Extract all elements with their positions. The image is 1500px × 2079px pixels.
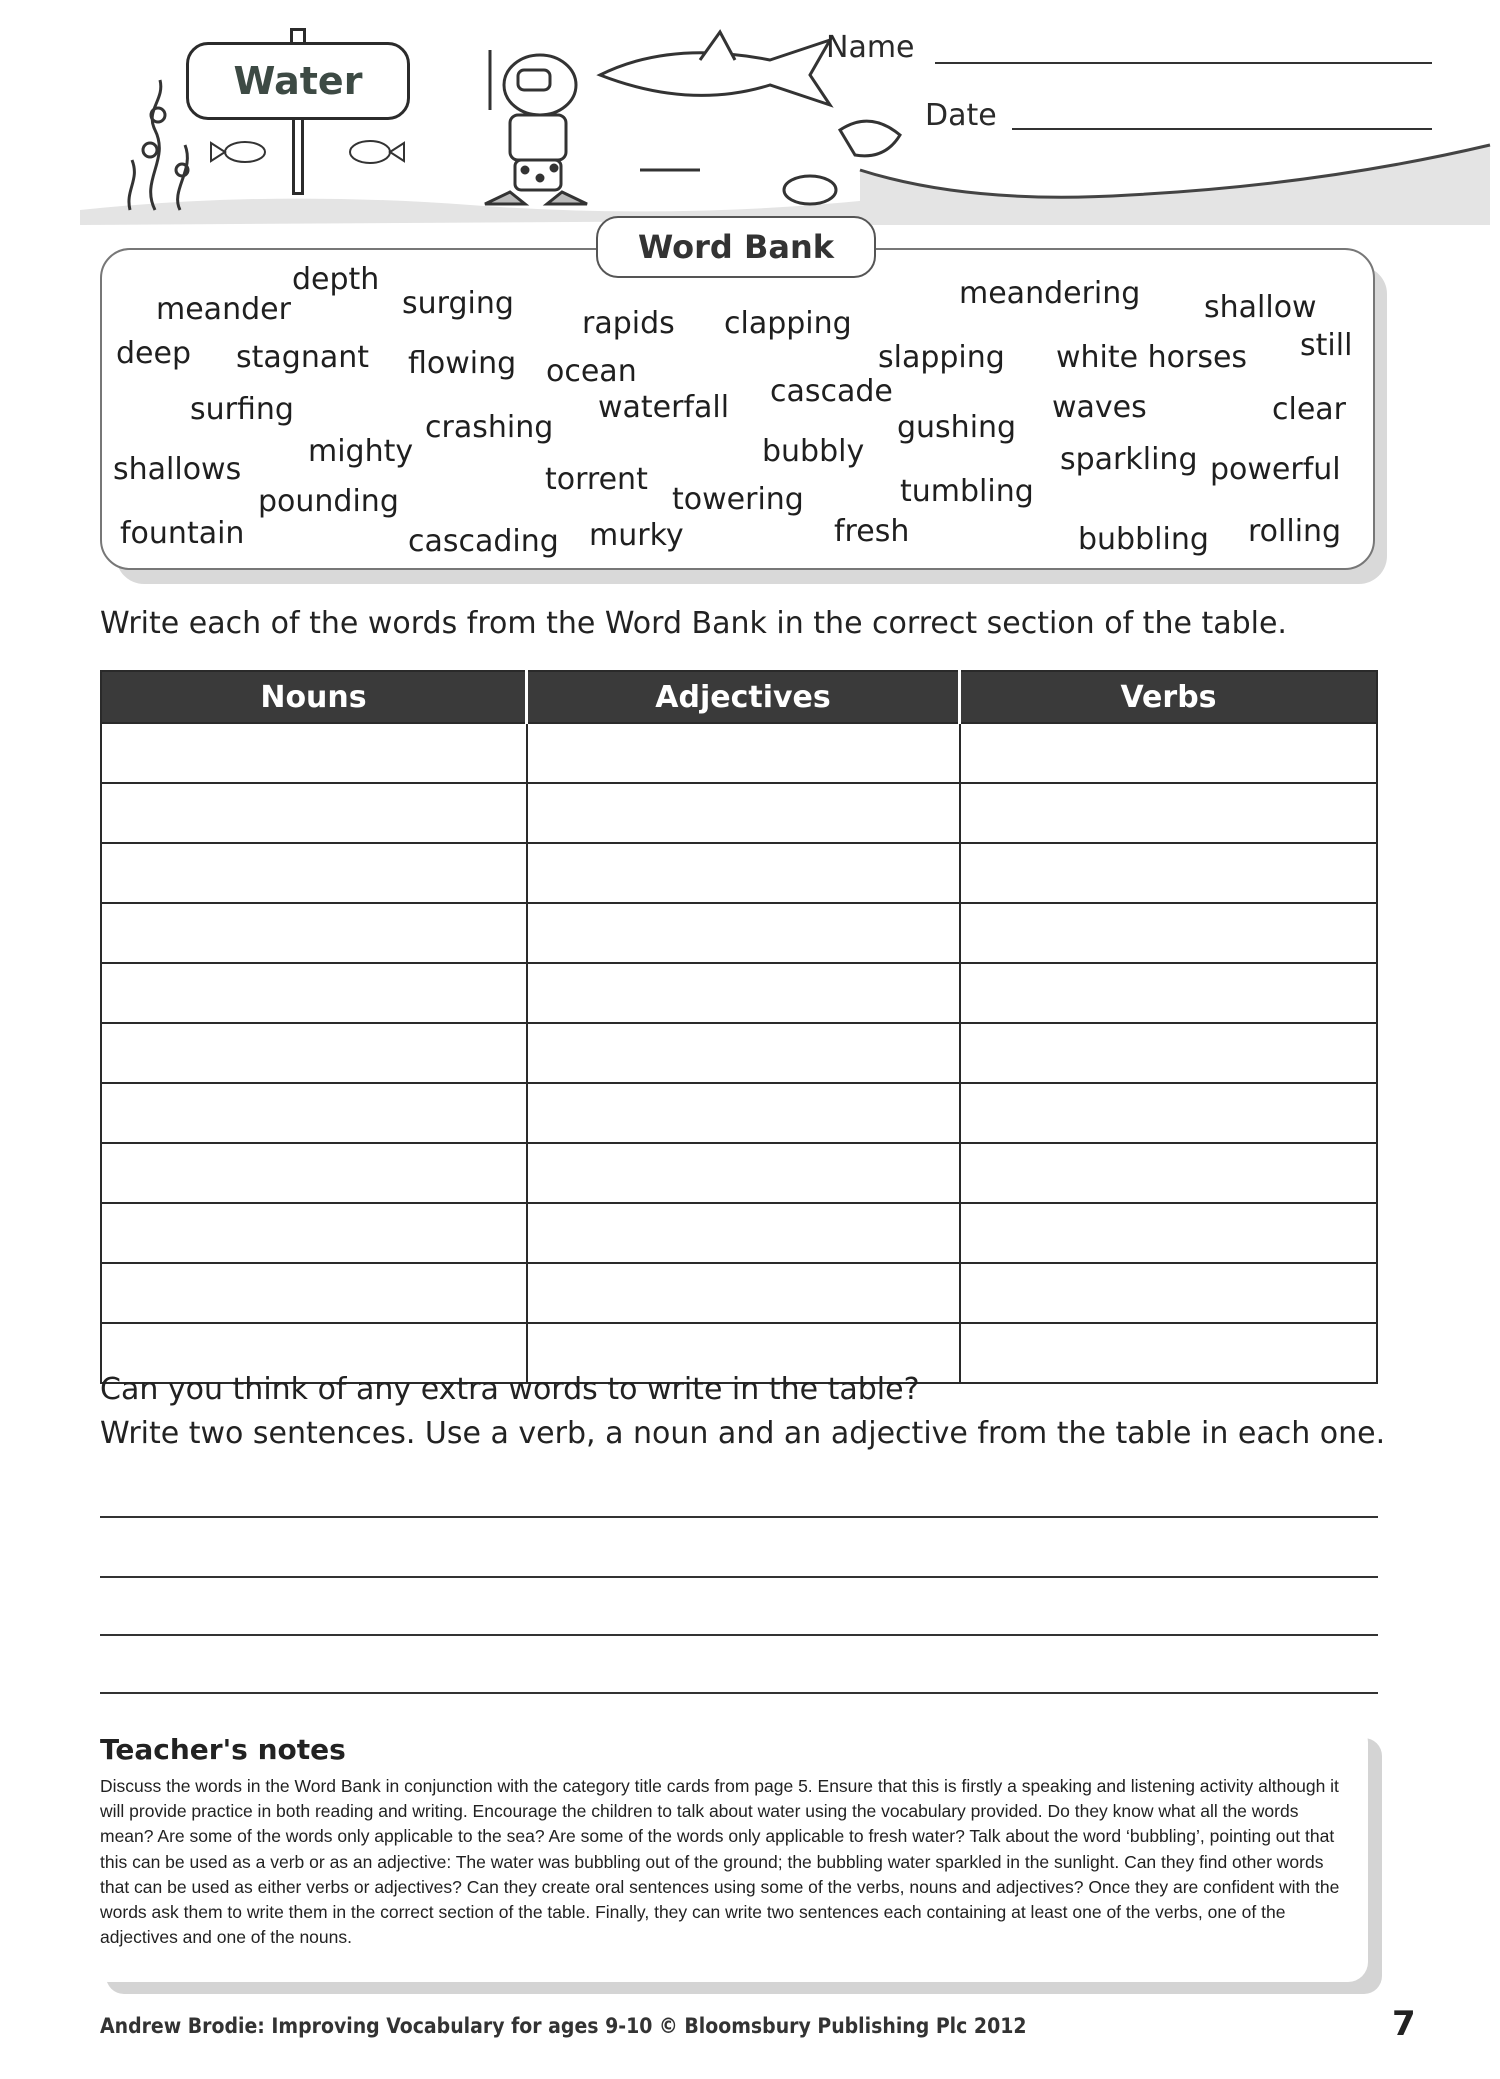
table-cell[interactable] (527, 1263, 960, 1323)
table-cell[interactable] (960, 1143, 1378, 1203)
word-bank-word: cascade (770, 374, 893, 409)
table-cell[interactable] (960, 723, 1378, 783)
table-cell[interactable] (527, 723, 960, 783)
word-bank-word: pounding (258, 484, 399, 519)
word-bank-word: shallow (1204, 290, 1317, 325)
table-cell[interactable] (960, 783, 1378, 843)
table-cell[interactable] (101, 1143, 527, 1203)
word-bank-word: sparkling (1060, 442, 1198, 477)
word-bank-word: ocean (546, 354, 637, 389)
word-bank-word: white horses (1056, 340, 1248, 375)
table-row (101, 903, 1377, 963)
word-bank-word: murky (589, 518, 684, 553)
table-row (101, 1023, 1377, 1083)
word-bank-word: deep (116, 336, 191, 371)
word-bank-word: surging (402, 286, 514, 321)
table-row (101, 843, 1377, 903)
table-cell[interactable] (527, 843, 960, 903)
word-bank-word: towering (672, 482, 804, 517)
name-field[interactable] (935, 62, 1432, 64)
instruction-text: Write each of the words from the Word Bank in the correct section of the table. (100, 606, 1287, 641)
table-cell[interactable] (527, 1023, 960, 1083)
word-bank-word: bubbling (1078, 522, 1209, 557)
word-bank-word: fountain (120, 516, 245, 551)
word-bank-word: slapping (878, 340, 1005, 375)
word-bank-word: torrent (545, 462, 648, 497)
table-cell[interactable] (101, 1023, 527, 1083)
sign-post (292, 120, 304, 195)
table-cell[interactable] (960, 1083, 1378, 1143)
word-bank-word: bubbly (762, 434, 865, 469)
name-label: Name (826, 30, 915, 65)
stingray-icon (840, 121, 900, 156)
table-cell[interactable] (101, 1203, 527, 1263)
word-bank-word: gushing (897, 410, 1017, 445)
word-bank-word: waterfall (598, 390, 730, 425)
diver-dog-icon (485, 50, 587, 204)
word-bank-word: tumbling (900, 474, 1034, 509)
teachers-notes-title: Teacher's notes (100, 1733, 346, 1766)
word-bank-word: crashing (425, 410, 554, 445)
word-bank-word: depth (292, 262, 380, 297)
seaweed-icon (129, 80, 188, 210)
shark-icon (600, 32, 830, 105)
table-cell[interactable] (527, 1203, 960, 1263)
table-cell[interactable] (101, 903, 527, 963)
table-cell[interactable] (101, 1263, 527, 1323)
answer-line[interactable] (100, 1516, 1378, 1518)
word-bank-word: stagnant (236, 340, 369, 375)
table-cell[interactable] (527, 963, 960, 1023)
table-row (101, 1143, 1377, 1203)
table-row (101, 783, 1377, 843)
table-cell[interactable] (101, 1083, 527, 1143)
fish-icon (211, 141, 404, 163)
table-cell[interactable] (101, 843, 527, 903)
worksheet-title: Water (186, 42, 410, 120)
word-bank-word: meandering (959, 276, 1141, 311)
answer-line[interactable] (100, 1634, 1378, 1636)
question-extra-words: Can you think of any extra words to write in the table? (100, 1372, 920, 1407)
word-bank-word: mighty (308, 434, 414, 469)
question-two-sentences: Write two sentences. Use a verb, a noun and an adjective from the table in each one. (100, 1416, 1386, 1451)
table-cell[interactable] (960, 843, 1378, 903)
crab-icon (784, 176, 836, 204)
teachers-notes-body: Discuss the words in the Word Bank in conjunction with the category title cards from page 5. Ensure that this is firstly a speaking and listening activity although it will provide practice in both reading and writing. Encourage the children to talk about water using the vocabulary provided. Do they know what all the words mean? Are some of the words only applicable to the sea? Are some of the words only applicable to fresh water? Talk about the word ‘bubbling’, pointing out that this can be used as a verb or as an adjective: The water was bubbling out of the ground; the bubbling water sparkled in the sunlight. Can they find other words that can be used as either verbs or adjectives? Can they create oral sentences using some of the verbs, nouns and adjectives? Once they are confident with the words ask them to write them in the correct section of the table. Finally, they can write two sentences each containing at least one of the verbs, one of the adjectives and one of the nouns. (100, 1776, 1340, 1948)
table-row (101, 1083, 1377, 1143)
table-cell[interactable] (101, 723, 527, 783)
word-bank-word: flowing (408, 346, 517, 381)
word-bank-word: waves (1052, 390, 1147, 425)
word-bank-word: clapping (724, 306, 852, 341)
word-bank-word: surfing (190, 392, 294, 427)
word-bank-word: still (1300, 328, 1353, 363)
table-row (101, 723, 1377, 783)
word-bank-word: clear (1272, 392, 1347, 427)
table-cell[interactable] (527, 1143, 960, 1203)
table-cell[interactable] (960, 1023, 1378, 1083)
table-cell[interactable] (960, 963, 1378, 1023)
date-label: Date (925, 98, 997, 133)
word-sort-table (100, 670, 1378, 1384)
word-bank-word: rapids (582, 306, 675, 341)
word-bank-word: rolling (1248, 514, 1342, 549)
table-cell[interactable] (960, 1203, 1378, 1263)
table-cell[interactable] (960, 1263, 1378, 1323)
word-bank-word: shallows (113, 452, 242, 487)
word-bank-title: Word Bank (596, 216, 876, 278)
answer-line[interactable] (100, 1692, 1378, 1694)
table-cell[interactable] (960, 903, 1378, 963)
table-row (101, 963, 1377, 1023)
table-row (101, 1263, 1377, 1323)
table-header-adjectives: Adjectives (527, 671, 960, 723)
word-bank-word: cascading (408, 524, 559, 559)
date-field[interactable] (1012, 128, 1432, 130)
answer-line[interactable] (100, 1576, 1378, 1578)
table-cell[interactable] (527, 783, 960, 843)
word-bank-word: fresh (834, 514, 910, 549)
table-cell[interactable] (960, 1323, 1378, 1383)
word-bank-word: powerful (1210, 452, 1341, 487)
page-number: 7 (1392, 2004, 1416, 2044)
table-cell[interactable] (527, 903, 960, 963)
table-cell[interactable] (527, 1083, 960, 1143)
table-cell[interactable] (101, 783, 527, 843)
word-bank-word: meander (156, 292, 291, 327)
table-row (101, 1203, 1377, 1263)
footer-credit: Andrew Brodie: Improving Vocabulary for ages 9-10 © Bloomsbury Publishing Plc 2012 (100, 2014, 1027, 2038)
table-header-nouns: Nouns (101, 671, 527, 723)
table-cell[interactable] (101, 963, 527, 1023)
table-header-verbs: Verbs (960, 671, 1378, 723)
